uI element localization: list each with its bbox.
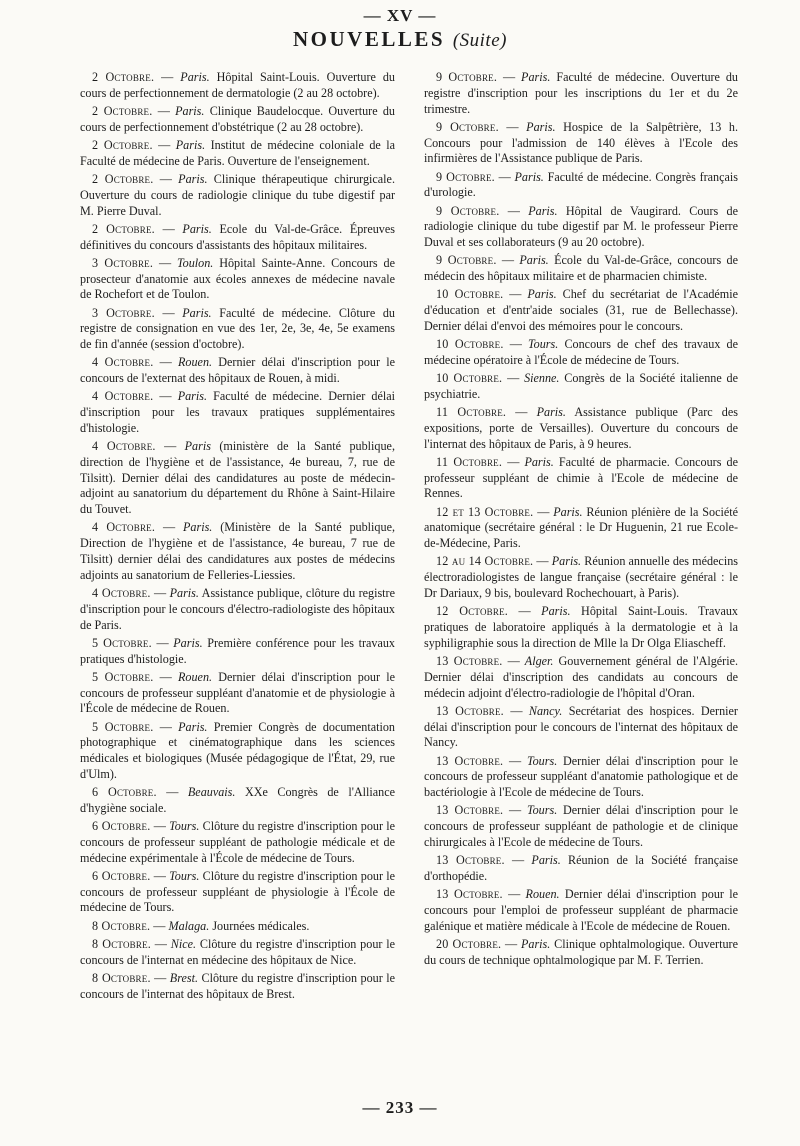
entry-place: Paris.	[519, 253, 549, 268]
news-entry: 3 Octobre. — Paris. Faculté de médecine. Clôture du registre de consignation en vue des 1er, 2e, 3e, 4e, 5e examens de fin d'année (session d'octobre).	[80, 305, 395, 352]
entry-text: Chef du secrétariat de l'Académie d'éducation et d'entr'aide sociales (31, rue de Bellechasse). Dernier délai d'envoi des mémoires pour le concours.	[424, 287, 739, 333]
entry-place: Paris.	[178, 719, 208, 734]
entry-place: Paris.	[528, 203, 558, 218]
entry-text: Gouvernement général de l'Algérie. Dernier délai d'inscription des candidats au concours de médecin adjoint d'électro-radiologie de l'hôpital d'Oran.	[424, 653, 739, 700]
entry-place: Paris.	[169, 586, 199, 600]
news-entry: 13 Octobre. — Alger. Gouvernement général de l'Algérie. Dernier délai d'inscription des candidats au concours de médecin adjoint d'électro-radiologie de l'hôpital d'Oran.	[424, 653, 739, 700]
entry-date: 3 Octobre.	[92, 255, 154, 270]
news-entry: 11 Octobre. — Paris. Faculté de pharmacie. Concours de professeur suppléant de chimie à l'Ecole de médecine de Rennes.	[424, 454, 738, 501]
entry-date: 6 Octobre.	[92, 819, 151, 834]
entry-text: Premier Congrès de documentation photographique et cinématographique dans les sciences médicales et biologiques (Musée pédagogique de l'État, 29, rue d'Ulm).	[80, 719, 395, 781]
entry-text: Faculté de médecine. Dernier délai d'inscription pour les travaux pratiques supplémentaires d'histologie.	[80, 389, 395, 435]
news-entry: 5 Octobre. — Rouen. Dernier délai d'inscription pour le concours de professeur suppléant d'anatomie et de physiologie à l'École de médecine de Rouen.	[80, 669, 395, 716]
entry-place: Paris.	[178, 171, 208, 186]
right-column	[424, 70, 738, 971]
entry-place: Nancy.	[528, 703, 563, 718]
entry-text: Hôpital Saint-Louis. Travaux pratiques de laboratoire appliqués à la dermatologie et à la syphiligraphie sous la direction de Mlle la Dr Olga Eliascheff.	[424, 604, 738, 650]
entry-date: 5 Octobre.	[92, 669, 154, 684]
entry-text: Clôture du registre d'inscription pour le concours de l'internat des hôpitaux de Brest.	[80, 970, 396, 1001]
entry-text: (ministère de la Santé publique, direction de l'hygiène et de l'assistance, 4e bureau, 7, rue de Tilsitt). Dernier délai des candidatures au poste de médecin-adjoint au sanatorium du département du Rhône à Saint-Hilaire du Touvet.	[80, 439, 395, 517]
entry-date: 8 Octobre.	[92, 936, 152, 951]
news-entry: 3 Octobre. — Toulon. Hôpital Sainte-Anne. Concours de prosecteur d'anatomie aux écoles annexes de médecine navale de Rochefort et de Toulon.	[80, 255, 395, 302]
entry-text: Clôture du registre d'inscription pour le concours de professeur suppléant de physiologie à l'École de médecine de Tours.	[80, 868, 396, 915]
entry-place: Paris.	[541, 604, 571, 619]
entry-place: Paris.	[177, 389, 208, 404]
entry-text: Dernier délai d'inscription pour le concours pour l'emploi de professeur suppléant de pharmacie galénique et matière médicale à l'Ecole de médecine de Rouen.	[424, 887, 738, 933]
entry-text: Réunion plénière de la Société anatomique (secrétaire général : le Dr Huguenin, 21 rue Ecole-de-Médecine, Paris.	[424, 504, 738, 551]
entry-date: 10 Octobre.	[436, 287, 504, 302]
entry-date: 8 Octobre.	[92, 970, 151, 985]
news-entry: 12 et 13 Octobre. — Paris. Réunion plénière de la Société anatomique (secrétaire général : le Dr Huguenin, 21 rue Ecole-de-Médecine, Paris.	[424, 504, 738, 551]
entry-place: Paris.	[180, 70, 210, 84]
entry-text: Secrétariat des hospices. Dernier délai d'inscription pour le concours de l'internat des hôpitaux de Nancy.	[424, 703, 738, 750]
entry-place: Toulon.	[177, 255, 214, 270]
news-entry: 4 Octobre. — Paris. Assistance publique, clôture du registre d'inscription pour le concours d'électro-radiologiste des hôpitaux de Paris.	[80, 586, 395, 632]
news-entry: 12 au 14 Octobre. — Paris. Réunion annuelle des médecins électroradiologistes de langue française (secrétaire général : le Dr Dariaux, 9 bis, boulevard Rochechouart, à Paris).	[424, 554, 738, 600]
entry-date: 13 Octobre.	[436, 703, 504, 718]
entry-place: Sienne.	[524, 371, 560, 386]
entry-text: Congrès de la Société italienne de psychiatrie.	[424, 371, 738, 401]
entry-text: Dernier délai d'inscription pour le concours de professeur suppléant de pathologie et de clinique chirurgicales à l'Ecole de médecine de Tours.	[424, 803, 738, 849]
entry-text: Faculté de médecine. Clôture du registre de consignation en vue des 1er, 2e, 3e, 4e, 5e examens de fin d'année (session d'octobre).	[80, 305, 395, 352]
news-entry: 2 Octobre. — Paris. Clinique thérapeutique chirurgicale. Ouverture du cours de radiologie clinique du tube digestif par M. Pierre Duval.	[80, 171, 395, 218]
news-entry: 2 Octobre. — Paris. Ecole du Val-de-Grâce. Épreuves définitives du concours d'assistants des hôpitaux militaires.	[80, 221, 395, 252]
news-entry: 2 Octobre. — Paris. Institut de médecine coloniale de la Faculté de médecine de Paris. Ouverture de l'enseignement.	[80, 137, 396, 168]
news-entry: 9 Octobre. — Paris. Faculté de médecine. Congrès français d'urologie.	[424, 169, 739, 200]
left-column	[80, 70, 395, 1005]
entry-text: École du Val-de-Grâce, concours de médecin des hôpitaux militaire et de pharmacien chimiste.	[424, 253, 738, 284]
entry-text: Dernier délai d'inscription pour le concours de l'externat des hôpitaux de Rouen, à midi.	[80, 355, 395, 386]
entry-text: Clinique thérapeutique chirurgicale. Ouverture du cours de radiologie clinique du tube digestif par M. Pierre Duval.	[80, 171, 395, 218]
entry-text: Concours de chef des travaux de médecine opératoire à l'École de médecine de Tours.	[424, 337, 739, 367]
entry-place: Nice.	[170, 936, 197, 951]
entry-date: 2 Octobre.	[92, 171, 154, 186]
news-entry: 9 Octobre. — Paris. Hôpital de Vaugirard. Cours de radiologie clinique du tube digestif par M. le professeur Pierre Duval et ses collaborateurs (9 au 20 octobre).	[424, 203, 738, 250]
news-entry: 13 Octobre. — Nancy. Secrétariat des hospices. Dernier délai d'inscription pour le concours de l'internat des hôpitaux de Nancy.	[424, 703, 738, 750]
entry-text: Dernier délai d'inscription pour le concours de professeur suppléant d'anatomie et de physiologie à l'École de médecine de Rouen.	[80, 669, 395, 716]
entry-place: Paris.	[182, 305, 212, 320]
news-entry: 8 Octobre. — Malaga. Journées médicales.	[92, 918, 310, 933]
entry-date: 4 Octobre.	[92, 355, 154, 370]
news-entry: 8 Octobre. — Nice. Clôture du registre d'inscription pour le concours de l'internat en médecine des hôpitaux de Nice.	[80, 936, 395, 967]
entry-place: Beauvais.	[187, 785, 236, 800]
entry-text: Hôpital Saint-Louis. Ouverture du cours de perfectionnement de dermatologie (2 au 28 octobre).	[80, 70, 395, 100]
entry-date: 9 Octobre.	[436, 169, 495, 184]
entry-text: Hôpital de Vaugirard. Cours de radiologie clinique du tube digestif par M. le professeur Pierre Duval et ses collaborateurs (9 au 20 octobre).	[424, 203, 738, 250]
entry-date: 2 Octobre.	[92, 103, 153, 118]
entry-place: Paris.	[175, 137, 206, 152]
entry-date: 4 Octobre.	[92, 586, 151, 600]
entry-text: Réunion annuelle des médecins électroradiologistes de langue française (secrétaire général : le Dr Dariaux, 9 bis, boulevard Rochechouart, à Paris).	[424, 554, 738, 600]
entry-date: 13 Octobre.	[436, 803, 504, 818]
entry-place: Tours.	[526, 803, 558, 818]
page-title	[0, 27, 800, 52]
news-entry: 4 Octobre. — Paris (ministère de la Santé publique, direction de l'hygiène et de l'assistance, 4e bureau, 7, rue de Tilsitt). Dernier délai des candidatures au poste de médecin-adjoint au sanatorium du département du Rhône à Saint-Hilaire du Touvet.	[80, 439, 395, 517]
entry-place: Paris.	[524, 454, 554, 469]
entry-date: 20 Octobre.	[436, 936, 502, 951]
entry-text: Faculté de pharmacie. Concours de professeur suppléant de chimie à l'Ecole de médecine de Rennes.	[424, 454, 738, 501]
entry-date: 12 au 14 Octobre.	[436, 554, 534, 569]
news-entry: 6 Octobre. — Tours. Clôture du registre d'inscription pour le concours de professeur suppléant de physiologie à l'École de médecine de Tours.	[80, 868, 396, 915]
entry-text: Dernier délai d'inscription pour le concours de professeur suppléant d'anatomie pathologique et de bactériologie à l'Ecole de médecine de Tours.	[424, 753, 738, 800]
entry-date: 5 Octobre.	[92, 719, 154, 734]
entry-place: Paris.	[521, 70, 551, 84]
entry-place: Rouen.	[178, 669, 213, 684]
news-entry: 5 Octobre. — Paris. Premier Congrès de documentation photographique et cinématographique dans les sciences médicales et biologiques (Musée pédagogique de l'État, 29, rue d'Ulm).	[80, 719, 395, 781]
entry-text: Clôture du registre d'inscription pour le concours de professeur suppléant de pathologie médicale et de médecine expérimentale à l'École de médecine de Tours.	[80, 819, 396, 865]
entry-text: Hôpital Sainte-Anne. Concours de prosecteur d'anatomie aux écoles annexes de médecine navale de Rochefort et de Toulon.	[80, 255, 395, 302]
entry-place: Paris.	[536, 405, 566, 420]
news-entry: 4 Octobre. — Paris. (Ministère de la Santé publique, Direction de l'hygiène et de l'assistance, 4e bureau, 7 rue de Tilsitt) dernier délai des candidatures aux postes de médecins adjoints au sanatorium de Felleries-Liessies.	[80, 520, 395, 582]
entry-text: XXe Congrès de l'Alliance d'hygiène sociale.	[80, 785, 396, 815]
entry-place: Paris.	[175, 103, 205, 118]
entry-date: 2 Octobre.	[92, 137, 153, 152]
news-entry: 5 Octobre. — Paris. Première conférence pour les travaux pratiques d'histologie.	[80, 635, 395, 666]
entry-date: 8 Octobre.	[92, 918, 151, 933]
entry-text: Clinique ophtalmologique. Ouverture du cours de technique ophtalmologique par M. F. Terrien.	[424, 936, 738, 967]
entry-date: 2 Octobre.	[92, 70, 155, 84]
news-entry: 13 Octobre. — Rouen. Dernier délai d'inscription pour le concours pour l'emploi de professeur suppléant de pharmacie galénique et matière médicale à l'Ecole de médecine de Rouen.	[424, 887, 738, 933]
news-entry: 6 Octobre. — Beauvais. XXe Congrès de l'Alliance d'hygiène sociale.	[80, 785, 396, 815]
page-roman-numeral: — XV —	[363, 6, 437, 25]
entry-place: Tours.	[169, 819, 200, 834]
entry-date: 12 et 13 Octobre.	[436, 504, 534, 519]
entry-date: 6 Octobre.	[92, 868, 151, 883]
entry-date: 9 Octobre.	[436, 119, 499, 134]
entry-text: Assistance publique (Parc des expositions, porte de Versailles). Ouverture du concours de l'internat des hôpitaux de Paris, à 9 heures.	[424, 405, 738, 451]
entry-date: 10 Octobre.	[436, 371, 503, 386]
news-entry: 8 Octobre. — Brest. Clôture du registre d'inscription pour le concours de l'internat des hôpitaux de Brest.	[80, 970, 396, 1001]
entry-date: 9 Octobre.	[436, 70, 498, 84]
title-main: NOUVELLES	[293, 27, 446, 51]
news-entry: 13 Octobre. — Tours. Dernier délai d'inscription pour le concours de professeur suppléant d'anatomie pathologique et de bactériologie à l'Ecole de médecine de Tours.	[424, 753, 738, 800]
entry-place: Alger.	[524, 653, 554, 668]
news-entry: 4 Octobre. — Paris. Faculté de médecine. Dernier délai d'inscription pour les travaux pratiques supplémentaires d'histologie.	[80, 389, 395, 435]
news-entry: 2 Octobre. — Paris. Hôpital Saint-Louis. Ouverture du cours de perfectionnement de dermatologie (2 au 28 octobre).	[80, 70, 395, 100]
entry-text: Institut de médecine coloniale de la Faculté de médecine de Paris. Ouverture de l'enseignement.	[80, 137, 396, 168]
news-entry: 10 Octobre. — Paris. Chef du secrétariat de l'Académie d'éducation et d'entr'aide sociales (31, rue de Bellechasse). Dernier délai d'envoi des mémoires pour le concours.	[424, 287, 739, 333]
page-number: — 233 —	[362, 1098, 438, 1117]
entry-place: Paris	[184, 439, 211, 454]
entry-text: Assistance publique, clôture du registre d'inscription pour le concours d'électro-radiologiste des hôpitaux de Paris.	[80, 586, 395, 632]
entry-date: 4 Octobre.	[92, 520, 156, 535]
news-entry: 9 Octobre. — Paris. Hospice de la Salpêtrière, 13 h. Concours pour l'admission de 140 élèves à l'Ecole des infirmières de l'Assistance publique de Paris.	[424, 119, 739, 166]
news-entry: 10 Octobre. — Sienne. Congrès de la Société italienne de psychiatrie.	[424, 371, 738, 401]
entry-text: Clinique Baudelocque. Ouverture du cours de perfectionnement d'obstétrique (2 au 28 octobre).	[80, 103, 395, 134]
entry-text: Journées médicales.	[212, 918, 310, 933]
entry-place: Paris.	[514, 169, 544, 184]
entry-date: 9 Octobre.	[436, 203, 500, 218]
entry-date: 13 Octobre.	[436, 653, 503, 668]
entry-date: 4 Octobre.	[92, 439, 156, 454]
entry-place: Paris.	[553, 504, 583, 519]
news-entry: 4 Octobre. — Rouen. Dernier délai d'inscription pour le concours de l'externat des hôpitaux de Rouen, à midi.	[80, 355, 395, 386]
entry-date: 11 Octobre.	[436, 454, 503, 469]
entry-date: 13 Octobre.	[436, 887, 503, 902]
entry-place: Rouen.	[525, 887, 560, 902]
news-entry: 9 Octobre. — Paris. École du Val-de-Grâce, concours de médecin des hôpitaux militaire et de pharmacien chimiste.	[424, 253, 738, 284]
entry-place: Brest.	[169, 970, 198, 985]
news-entry: 10 Octobre. — Tours. Concours de chef des travaux de médecine opératoire à l'École de médecine de Tours.	[424, 337, 739, 367]
news-entry: 6 Octobre. — Tours. Clôture du registre d'inscription pour le concours de professeur suppléant de pathologie médicale et de médecine expérimentale à l'École de médecine de Tours.	[80, 819, 396, 865]
entry-place: Paris.	[182, 221, 212, 236]
entry-place: Paris.	[520, 936, 551, 951]
entry-place: Paris.	[182, 520, 213, 535]
entry-date: 10 Octobre.	[436, 337, 504, 352]
entry-place: Tours.	[528, 337, 559, 352]
entry-place: Paris.	[526, 119, 556, 134]
entry-date: 9 Octobre.	[436, 253, 497, 268]
entry-text: Clôture du registre d'inscription pour le concours de l'internat en médecine des hôpitaux de Nice.	[80, 936, 395, 967]
entry-place: Paris.	[527, 287, 557, 302]
news-entry: 2 Octobre. — Paris. Clinique Baudelocque. Ouverture du cours de perfectionnement d'obstétrique (2 au 28 octobre).	[80, 103, 395, 134]
entry-date: 6 Octobre.	[92, 785, 157, 800]
news-entry: 9 Octobre. — Paris. Faculté de médecine. Ouverture du registre d'inscription pour les inscriptions du 1er et du 2e trimestre.	[424, 70, 738, 116]
entry-date: 3 Octobre.	[92, 305, 155, 320]
news-entry: 20 Octobre. — Paris. Clinique ophtalmologique. Ouverture du cours de technique ophtalmologique par M. F. Terrien.	[424, 936, 738, 967]
entry-place: Paris.	[531, 853, 561, 868]
entry-place: Rouen.	[178, 355, 213, 370]
entry-text: (Ministère de la Santé publique, Direction de l'hygiène et de l'assistance, 4e bureau, 7 rue de Tilsitt) dernier délai des candidatures aux postes de médecins adjoints au sanatorium de Felleries-Liessies.	[80, 520, 395, 582]
news-entry: 13 Octobre. — Paris. Réunion de la Société française d'orthopédie.	[424, 853, 738, 883]
entry-date: 11 Octobre.	[436, 405, 507, 420]
entry-place: Paris.	[551, 554, 582, 569]
entry-text: Faculté de médecine. Ouverture du registre d'inscription pour les inscriptions du 1er et du 2e trimestre.	[424, 70, 738, 116]
entry-text: Hospice de la Salpêtrière, 13 h. Concours pour l'admission de 140 élèves à l'Ecole des infirmières de l'Assistance publique de Paris.	[424, 119, 739, 166]
entry-place: Paris.	[173, 635, 203, 650]
entry-text: Première conférence pour les travaux pratiques d'histologie.	[80, 635, 395, 666]
entry-date: 2 Octobre.	[92, 221, 155, 236]
entry-text: Ecole du Val-de-Grâce. Épreuves définitives du concours d'assistants des hôpitaux militaires.	[80, 221, 395, 252]
entry-place: Malaga.	[168, 918, 210, 933]
entry-text: Faculté de médecine. Congrès français d'urologie.	[424, 169, 739, 200]
title-suite: (Suite)	[452, 30, 507, 51]
news-entry: 11 Octobre. — Paris. Assistance publique (Parc des expositions, porte de Versailles). Ouverture du concours de l'internat des hôpitaux de Paris, à 9 heures.	[424, 405, 738, 451]
entry-date: 5 Octobre.	[92, 635, 152, 650]
entry-place: Tours.	[169, 868, 200, 883]
entry-date: 13 Octobre.	[436, 853, 505, 868]
news-entry: 13 Octobre. — Tours. Dernier délai d'inscription pour le concours de professeur suppléant de pathologie et de clinique chirurgicales à l'Ecole de médecine de Tours.	[424, 803, 738, 849]
entry-date: 4 Octobre.	[92, 389, 154, 404]
news-entry: 12 Octobre. — Paris. Hôpital Saint-Louis. Travaux pratiques de laboratoire appliqués à la dermatologie et à la syphiligraphie sous la direction de Mlle la Dr Olga Eliascheff.	[424, 604, 738, 650]
entry-date: 13 Octobre.	[436, 753, 504, 768]
entry-place: Tours.	[526, 753, 558, 768]
entry-text: Réunion de la Société française d'orthopédie.	[424, 853, 738, 883]
entry-date: 12 Octobre.	[436, 604, 508, 619]
